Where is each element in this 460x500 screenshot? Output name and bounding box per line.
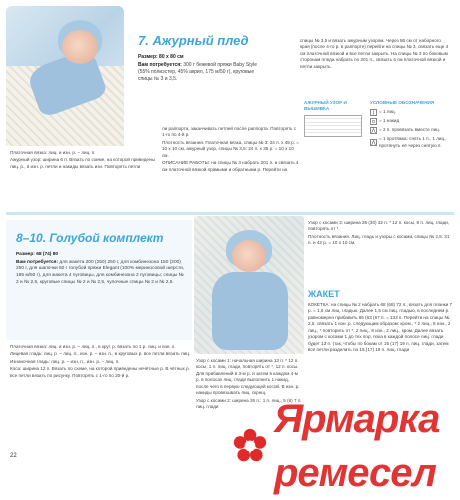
- section-7-materials: [138, 54, 268, 84]
- section-810-col1: [10, 344, 192, 380]
- lace-pattern-chart: [304, 115, 362, 137]
- section-7-col3: [300, 38, 450, 71]
- section-7-col1: [10, 150, 160, 171]
- legend: [370, 100, 450, 151]
- chart-title-text: АЖУРНЫЙ УЗОР И ВЫШИВКА: [304, 100, 347, 112]
- knit-stitch-icon: |: [370, 109, 377, 116]
- legend-text: = 2 п. провязать вместе лиц.: [379, 127, 441, 133]
- section-7-col2: [162, 126, 300, 174]
- chart-title: [304, 100, 364, 137]
- size-text: Размер: 80 x 80 см: [138, 54, 184, 60]
- legend-title: УСЛОВНЫЕ ОБОЗНАЧЕНИЯ: [370, 100, 435, 105]
- col2-p2: Плотность вязания. Платочная вязка, спицы № 3: 24 п. x 45 р. = 10 x 10 см, ажурный узор, спицы № 3,5: 24 п. x 35 р. = 10 x 10 см.: [162, 139, 299, 158]
- col2-p2: Узор с косами 2: ширина 26 п.: 1 п. лиц., 5 (6) 7 п. лиц. глади: [196, 397, 302, 409]
- section-810-materials: [16, 252, 186, 288]
- page-number: 22: [10, 453, 17, 459]
- col3-density: Плотность вязания. Лиц. гладь и узоры с косами, спицы № 2,5: 31 п. и 42 р. = 10 x 10 см.: [308, 233, 450, 246]
- col2-p3: ОПИСАНИЕ РАБОТЫ: на спицы № 3 набрать 201 п. и связать 4 см платочной вязкой прямыми и обратными р. Перейти на: [162, 160, 299, 172]
- jacket-title: [308, 288, 340, 300]
- section-7-number: 7.: [138, 33, 149, 48]
- legend-item: [370, 136, 450, 149]
- col3-text: спицы № 3,5 и вязать ажурным узором. Через 86 см от наборного края (после 4-го р. в раппорте) перейти на спицы № 3, связать еще 4 см платочной вязкой и все петли закрыть. На спицы № 3 по боковым сторонам пледа набрать по 201 п., связать 4 см платочной вязкой и петли закрыть.: [300, 38, 449, 69]
- jacket-text: [308, 302, 454, 354]
- col2-p1: Узор с косами 1: начальная ширина 13 п. * 12 п. косы, 1 п. лиц. глади, повторять от *, 12 п. косы. Для прибавлений в 3-м р. и затем в каждом 4-м р. в полосах лиц. глади выполнить 1 накид, после чего в первую следующей косой. В изн. р. накиды провязывать лиц. скрещ.: [196, 358, 300, 396]
- flower-logo-icon: [232, 428, 268, 464]
- section-7-title: [138, 32, 249, 50]
- watermark-text: Ярмарка ремесел: [274, 397, 440, 495]
- legend-text: = 1 лиц.: [379, 109, 396, 115]
- col1-p3: Изнаночная гладь: лиц. р. – изн. п., изн. р. – лиц. п.: [10, 358, 120, 364]
- col3-pattern3: Узор с косами 3: ширина 26 (30) 32 п. * 12 п. косы, 8 п. лиц. глади, повторять от *.: [308, 220, 450, 232]
- col1-p2: Ажурный узор: ширина 6 п. Вязать по схеме, на которой приведены лиц. р., в изн. р. петли и накиды вязать изн. Повторять петли: [10, 157, 155, 169]
- jacket-title-text: ЖАКЕТ: [308, 289, 340, 299]
- legend-text: = 1 накид: [379, 118, 400, 124]
- col1-p1: Платочная вязка: лиц. и изн. р. – лиц. п., в круг. р. вязать по 1 р. лиц. и изн. п.: [10, 344, 176, 349]
- need-text: для жакета 200 (250) 250 г, для комбинезона 150 (200) 250 г, для шапочки 50 г голубой пряжи Elegant (100% мериносовой шерсти, 195 м/50 г), для жакета 4 пуговицы, для комбинезона 2 пуговицы; спицы № 2 и № 2,5, круговые спицы № 2 и № 2,5, чулочные спицы № 2 и № 2,5.: [16, 259, 185, 285]
- legend-text: = 1 протяжка: снять 1 п., 1 лиц., протянуть её через снятую п.: [379, 136, 447, 148]
- section-divider: [6, 212, 454, 215]
- need-label: Вам потребуется:: [138, 62, 182, 68]
- size-text: Размер: 68 (74) 80: [16, 252, 59, 257]
- section-810-col3: [308, 220, 454, 248]
- col2-p1: ли раппорта, заканчивать петлей после раппорта. Повторять с 1-го по 4-й р.: [162, 126, 297, 138]
- photo-baby-blanket: [6, 6, 124, 146]
- col1-p2: Лицевая гладь: лиц. р. – лиц. п., изн. р. – изн. п., в круговых р. все петли вязать лиц.: [10, 351, 191, 357]
- need-label: Вам потребуется:: [16, 259, 59, 265]
- yarn-over-icon: o: [370, 118, 377, 125]
- skp-icon: ⋀: [371, 140, 376, 147]
- section-810-number: 8–10.: [16, 231, 47, 245]
- photo-baby-blue-set: [194, 216, 304, 354]
- section-810-title: [16, 230, 163, 246]
- section-810-title-text: Голубой комплект: [49, 231, 164, 245]
- section-7-title-text: Ажурный плед: [152, 33, 249, 48]
- need-text: 300 г бежевой пряжи Baby Style (55% полиэстер, 45% акрил, 175 м/50 г), круговые спицы № 3 и 3,5.: [138, 62, 257, 82]
- legend-item: [370, 109, 450, 116]
- col1-p4: Коса: ширина 12 п. Вязать по схеме, на которой приведены нечётные р. В чётных р. все петли вязать по рисунку. Повторять с 1-го по 20-й р.: [10, 366, 190, 378]
- watermark: [232, 392, 460, 500]
- legend-item: [370, 127, 450, 134]
- jacket-body: КОКЕТКА: на спицы № 2 набрать 68 (68) 72 п., вязать для планки 7 р. = 1,5 см лиц. гладью. Далее 1,5 см лиц. гладью, в последнем р. равномерно прибавить 65 (63 (67 п. = 133 п. Перейти на спицы № 2,5, связать 1 изн. р. следующим образом: кром., * 2 лиц., 8 изн., 2 лиц., * повторить от *, 2 лиц., 8 изн., 2 лиц., кром. Далее вязать узором с косами 1 до тех пор, пока в каждой полосе лиц. глади будет 13 п. (так, чтобы по бокам от 15 (17) 19 п. лиц. глади, затем все петли разделить по 15 (17) 19 п. лиц. глади: [308, 302, 453, 352]
- legend-item: [370, 118, 450, 125]
- col1-p1: Платочная вязка: лиц. и изн. р. – лиц. п.: [10, 150, 96, 155]
- k2tog-icon: ⋀: [371, 128, 376, 135]
- section-810-header: [6, 220, 192, 340]
